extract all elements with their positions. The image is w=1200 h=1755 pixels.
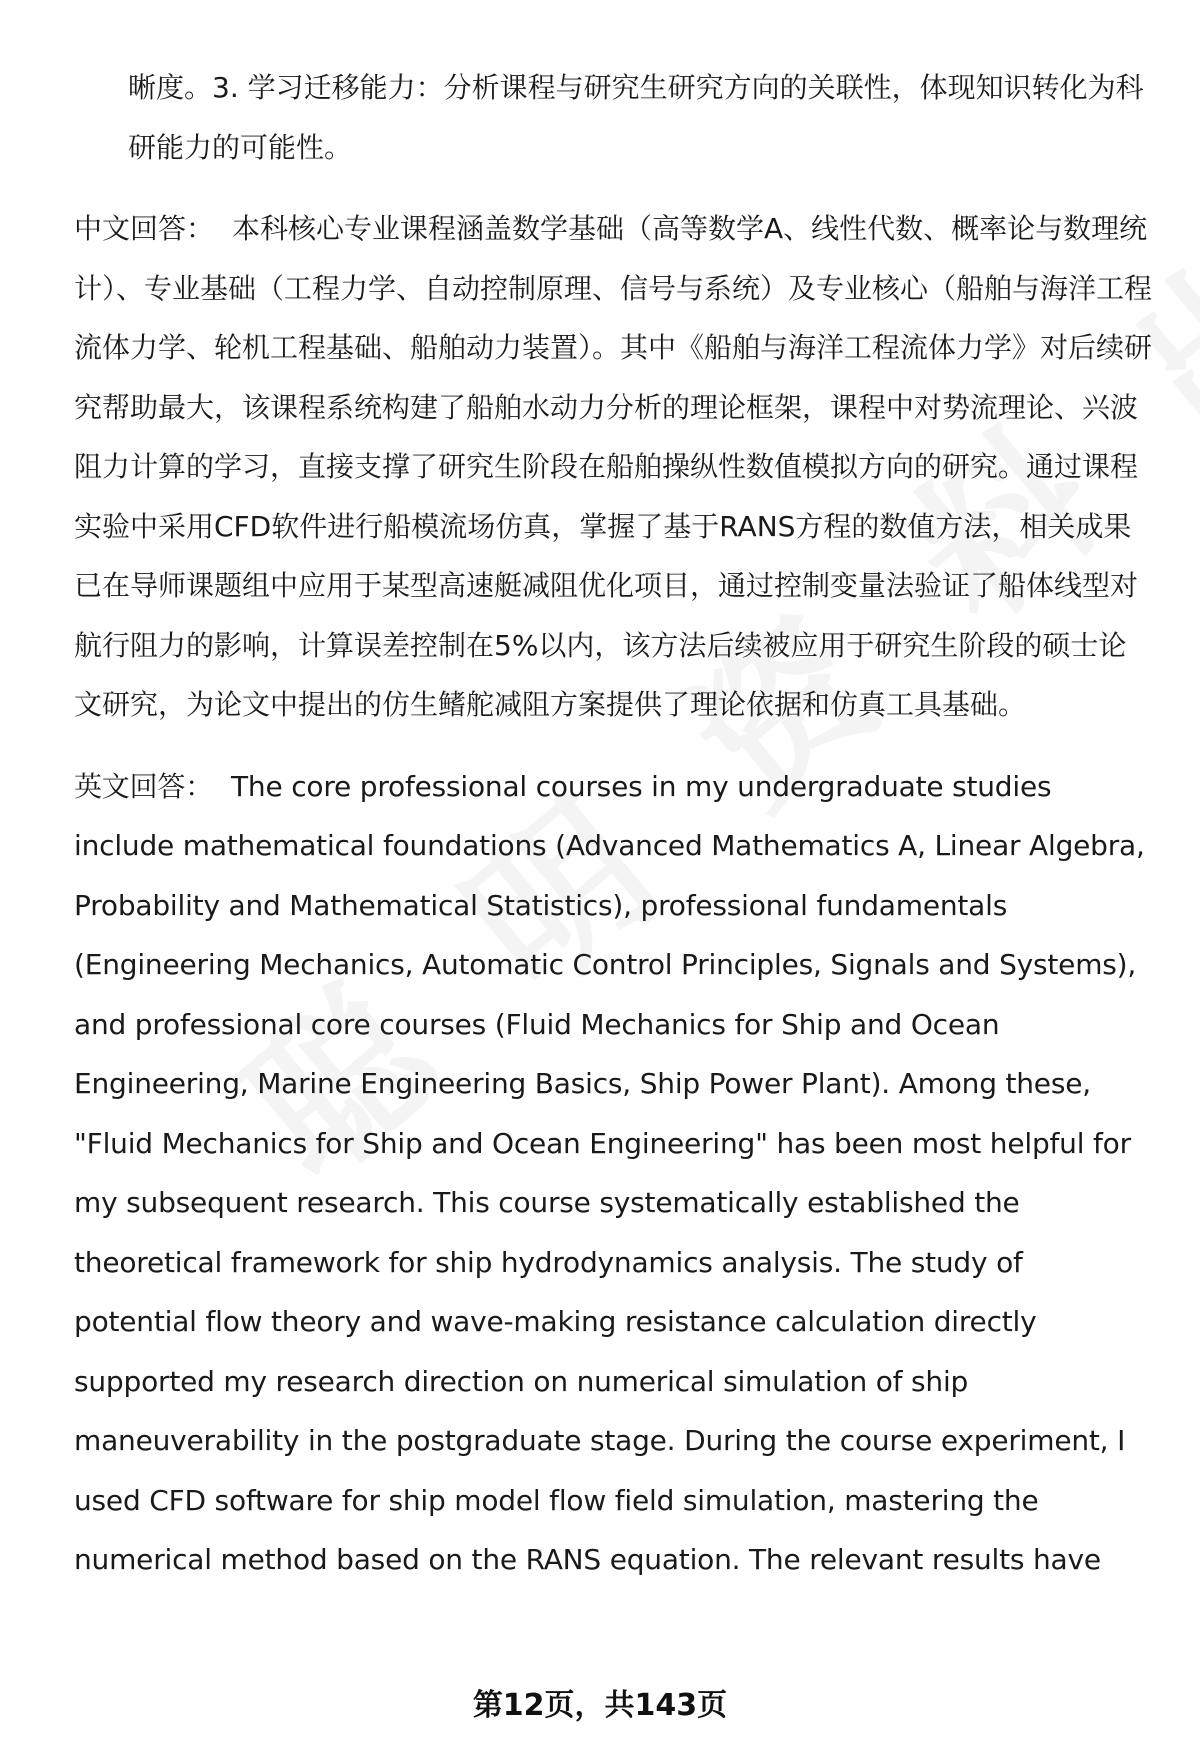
english-answer-text: The core professional courses in my undergraduate studies include mathematical foundations (Advanced Mathematics A, Linear Algebra, Probability and Mathematical Statistics), professional fundamentals (Engineering Mechanics, Automatic Control Principles, Signals and Systems), and professional core courses (Fluid Mechanics for Ship and Ocean Engineering, Marine Engineering Basics, Ship Power Plant). Among these, "Fluid Mechanics for Ship and Ocean Engineering" has been most helpful for my subsequent research. This course systematically established the theoretical framework for ship hydrodynamics analysis. The study of potential flow theory and wave-making resistance calculation directly supported my research direction on numerical simulation of ship maneuverability in the postgraduate stage. During the course experiment, I used CFD software for ship model flow field simulation, mastering the numerical method based on the RANS equation. The relevant results have — [74, 769, 1145, 1576]
chinese-answer-label: 中文回答： — [74, 212, 215, 245]
english-answer-paragraph — [74, 757, 1154, 1590]
english-answer-label: 英文回答： — [74, 769, 214, 803]
intro-paragraph — [74, 58, 1154, 177]
page-content — [74, 58, 1154, 1612]
page-number-footer: 第12页，共143页 — [472, 1688, 728, 1723]
chinese-answer-text: 本科核心专业课程涵盖数学基础（高等数学A、线性代数、概率论与数理统计）、专业基础（工程力学、自动控制原理、信号与系统）及专业核心（船舶与海洋工程流体力学、轮机工程基础、船舶动力装置）。其中《船舶与海洋工程流体力学》对后续研究帮助最大，该课程系统构建了船舶水动力分析的理论框架，课程中对势流理论、兴波阻力计算的学习，直接支撑了研究生阶段在船舶操纵性数值模拟方向的研究。通过课程实验中采用CFD软件进行船模流场仿真，掌握了基于RANS方程的数值方法，相关成果已在导师课题组中应用于某型高速艇减阻优化项目，通过控制变量法验证了船体线型对航行阻力的影响，计算误差控制在5%以内，该方法后续被应用于研究生阶段的硕士论文研究，为论文中提出的仿生鳍舵减阻方案提供了理论依据和仿真工具基础。 — [74, 212, 1153, 721]
chinese-answer-paragraph — [74, 199, 1154, 735]
intro-text: 晰度。3. 学习迁移能力：分析课程与研究生研究方向的关联性，体现知识转化为科研能力的可能性。 — [128, 71, 1144, 164]
